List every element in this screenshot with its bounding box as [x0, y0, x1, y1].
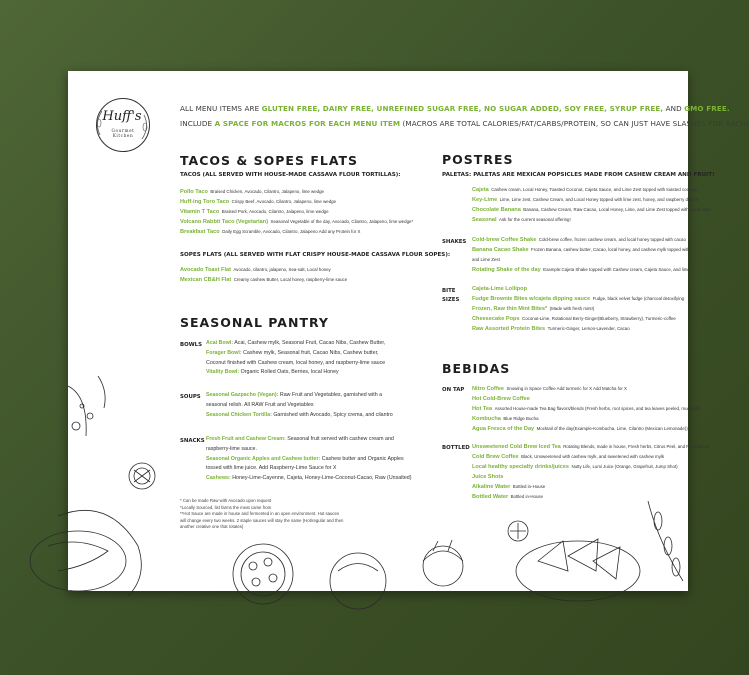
menu-sheet	[68, 71, 749, 591]
list-item: Avocado Toast Flat Avocado, cilantro, jalapeno, Sea-salt, Local honey	[180, 267, 331, 273]
list-item: Huff-ing Toro Taco Crispy Beef, Avocado, Cilantro, Jalapeno, lime wedge	[180, 199, 337, 205]
on-tap-label: ON TAP	[442, 387, 465, 393]
list-item: Cashews: Honey-Lime-Cayenne, Cajeta, Honey-Lime-Coconut-Cacao, Raw (Unsalted)	[206, 475, 412, 482]
pantry-title: SEASONAL PANTRY	[180, 315, 329, 330]
footnote: * Can be made Raw with Avocado upon request	[180, 498, 272, 503]
shakes-label: SHAKES	[442, 239, 467, 245]
list-item: Seasonal Chicken Tortilla: Garnished with Avocado, Spicy crema, and cilantro	[206, 411, 393, 418]
list-item: Unsweetened Cold Brew Iced Tea Rotating Blends, made in house, Fresh herbs, Citrus Peel, and Root spices	[472, 444, 710, 450]
paletas-list	[472, 185, 711, 225]
snacks-list	[206, 435, 456, 484]
list-item: Banana Cacao Shake Frozen Banana, cashew butter, Cacao, local honey, and cashew mylk topped with	[472, 247, 690, 253]
list-item: Bottled Water Bottled in-House	[472, 494, 544, 500]
tacos-list	[180, 187, 413, 237]
intro-line-2: INCLUDE A SPACE FOR MACROS FOR EACH MENU ITEM (MACROS ARE TOTAL CALORIES/FAT/CARBS/PROTEIN, SO CAN JUST HAVE SLASHES FOR EACH)	[180, 119, 749, 128]
list-item: Breakfast Taco Daily Egg Scramble, Avocado, Cilantro, Jalapeno Add any Protein for X	[180, 229, 361, 235]
list-item: seasonal relish. All RAW Fruit and Vegetables	[206, 401, 314, 408]
bite-sizes-label: BITE SIZES	[442, 288, 460, 303]
list-item: and Lime Zest	[472, 257, 500, 262]
list-item: Agua Fresca of the Day Mocktail of the day(Example-Kombucha, Lime, Cilantro (Mexican Lemonade))	[472, 426, 688, 432]
footnote: *Locally Sourced, list farms the meat came from	[180, 504, 272, 510]
logo-tagline: Gourmet Kitchen	[111, 128, 135, 138]
bites-list	[472, 284, 684, 334]
list-item: Volcano Rabbit Taco (Vegetarian) Seasonal Vegetable of the day, Avocado, Cilantro, Jalapeno, lime wedge*	[180, 219, 414, 225]
list-item: Hot Tea Assorted House-made Tea Bag flavors/blends (Fresh herbs, root spices, and tea leaves peeled, muddled)	[472, 406, 700, 412]
list-item: Fresh Fruit and Cashew Cream: Seasonal fruit served with cashew cream and	[206, 436, 394, 442]
list-item: tossed with lime juice. Add Raspberry-Lime Sauce for X	[206, 465, 337, 472]
intro-line-1: ALL MENU ITEMS ARE GLUTEN FREE, DAIRY FREE, UNREFINED SUGAR FREE, NO SUGAR ADDED, SOY FREE, SYRUP FREE, AND GMO FREE.	[180, 104, 730, 113]
bowls-label: BOWLS	[180, 342, 202, 348]
footnote: another creative one that rotates)	[180, 524, 244, 530]
list-item: Seasonal Organic Apples and Cashew butter: Cashew butter and Organic Apples	[206, 455, 404, 462]
list-item: Juice Shots	[472, 474, 504, 480]
list-item: Kombucha Blue Ridge Bucha	[472, 416, 539, 422]
list-item: Pollo Taco Braised Chicken, Avocado, Cilantro, Jalapeno, lime wedge	[180, 189, 324, 195]
bottled-list	[472, 442, 709, 502]
list-item: Mexican CB&H Flat Creamy cashew Butter, Local honey, raspberry-lime sauce	[180, 277, 348, 283]
bottled-label: BOTTLED	[442, 445, 470, 451]
footnote: will change every two weeks. 2 staple sauces will stay the same (Hot/regular and then	[180, 517, 344, 523]
list-item: Nitro Coffee Snowing in Space Coffee Add turmeric for X Add Matcha for X	[472, 386, 627, 392]
list-item: Coconut finished with Cashew cream, local honey, and raspberry-lime sauce	[206, 359, 386, 366]
sopes-subtitle: SOPES FLATS (ALL SERVED WITH FLAT CRISPY HOUSE-MADE CASSAVA FLOUR SOPES):	[180, 252, 451, 258]
postres-title: POSTRES	[442, 152, 514, 167]
list-item: Cold-brew Coffee Shake Cold-brew coffee, frozen cashew cream, and local honey topped with cacao	[472, 237, 686, 243]
logo-name: Huff's	[102, 109, 142, 124]
shakes-list	[472, 235, 690, 275]
sopes-list	[180, 265, 347, 285]
list-item: Vitamin T Taco Braised Pork, Avocado, Cilantro, Jalapeno, lime wedge	[180, 209, 329, 215]
food-illustration-right	[508, 501, 688, 591]
leaf-wreath-icon	[90, 93, 154, 157]
tacos-subtitle: TACOS (ALL SERVED WITH HOUSE-MADE CASSAVA FLOUR TORTILLAS):	[180, 172, 401, 178]
list-item: Alkaline Water Bottled in-House	[472, 484, 546, 490]
list-item: Local healthy specialty drinks/juices Nutty Life, Lumi Juice (Orange, Grapefruit, Jump Shot)	[472, 464, 678, 470]
list-item: Fudge Brownie Bites w/cajeta dipping sauce Fudge, black velvet fudge (charcoal detoxifying	[472, 296, 685, 302]
soups-label: SOUPS	[180, 394, 201, 400]
list-item: Hot Cold-Brew Coffee	[472, 396, 530, 402]
postres-subtitle: PALETAS: PALETAS ARE MEXICAN POPSICLES MADE FROM CASHEW CREAM AND FRUIT!	[442, 172, 715, 178]
bowls-list	[206, 339, 446, 378]
food-illustration-bottom	[218, 526, 518, 591]
list-item: Cold Brew Coffee Black, Unsweetened with cashew mylk, and sweetened with cashew mylk	[472, 454, 665, 460]
footnote: **Hot Sauce are made in house and fermented in an open environment. Hot sauces	[180, 511, 340, 517]
snacks-label: SNACKS	[180, 438, 205, 444]
food-illustration-left	[68, 346, 158, 591]
list-item: Raw Assorted Protein Bites Turmeric-Ginger, Lemon-Lavender, Cacao	[472, 326, 630, 332]
list-item: Seasonal Ask for the current seasonal offering!	[472, 217, 571, 223]
list-item: Cajeta Cashew cream, Local Honey, Toasted Coconut, Cajeta Sauce, and Lime Zest topped with toasted coconut	[472, 187, 698, 193]
list-item: Cajeta-Lime Lollipop	[472, 286, 528, 292]
list-item: Seasonal Gazpacho (Vegan): Raw Fruit and Vegetables, garnished with a	[206, 392, 383, 398]
list-item: Acai Bowl: Acai, Cashew mylk, Seasonal Fruit, Cacao Nibs, Cashew Butter,	[206, 340, 386, 346]
list-item: Forager Bowl: Cashew mylk, Seasonal fruit, Cacao Nibs, Cashew butter,	[206, 349, 379, 356]
on-tap-list	[472, 384, 700, 434]
tacos-title: TACOS & SOPES FLATS	[180, 153, 359, 168]
list-item: Frozen, Raw thin Mint Bites* (Made with fresh mint!)	[472, 306, 595, 312]
list-item: Vitality Bowl: Organic Rolled Oats, Berries, local Honey	[206, 369, 339, 376]
bebidas-title: BEBIDAS	[442, 361, 511, 376]
soups-list	[206, 391, 446, 420]
list-item: Rotating Shake of the day Example:Cajeta Shake topped with Cashew cream, Cajeta Sauce, and lime	[472, 267, 690, 273]
list-item: raspberry-lime sauce.	[206, 445, 257, 452]
list-item: Key-Lime Lime, Lime zest, Cashew Cream, and Local Honey topped with lime zest, honey, and raspberry drizzle	[472, 197, 699, 203]
list-item: Chocolate Banana Banana, Cashew Cream, Raw Cacao, Local Honey, Lime, and Lime Zest topped with cacao nibs	[472, 207, 711, 213]
list-item: Cheesecake Pops Coconut-Lime, Rotational Berry-Ginger(Blueberry, Strawberry), Turmeric-coffee	[472, 316, 676, 322]
